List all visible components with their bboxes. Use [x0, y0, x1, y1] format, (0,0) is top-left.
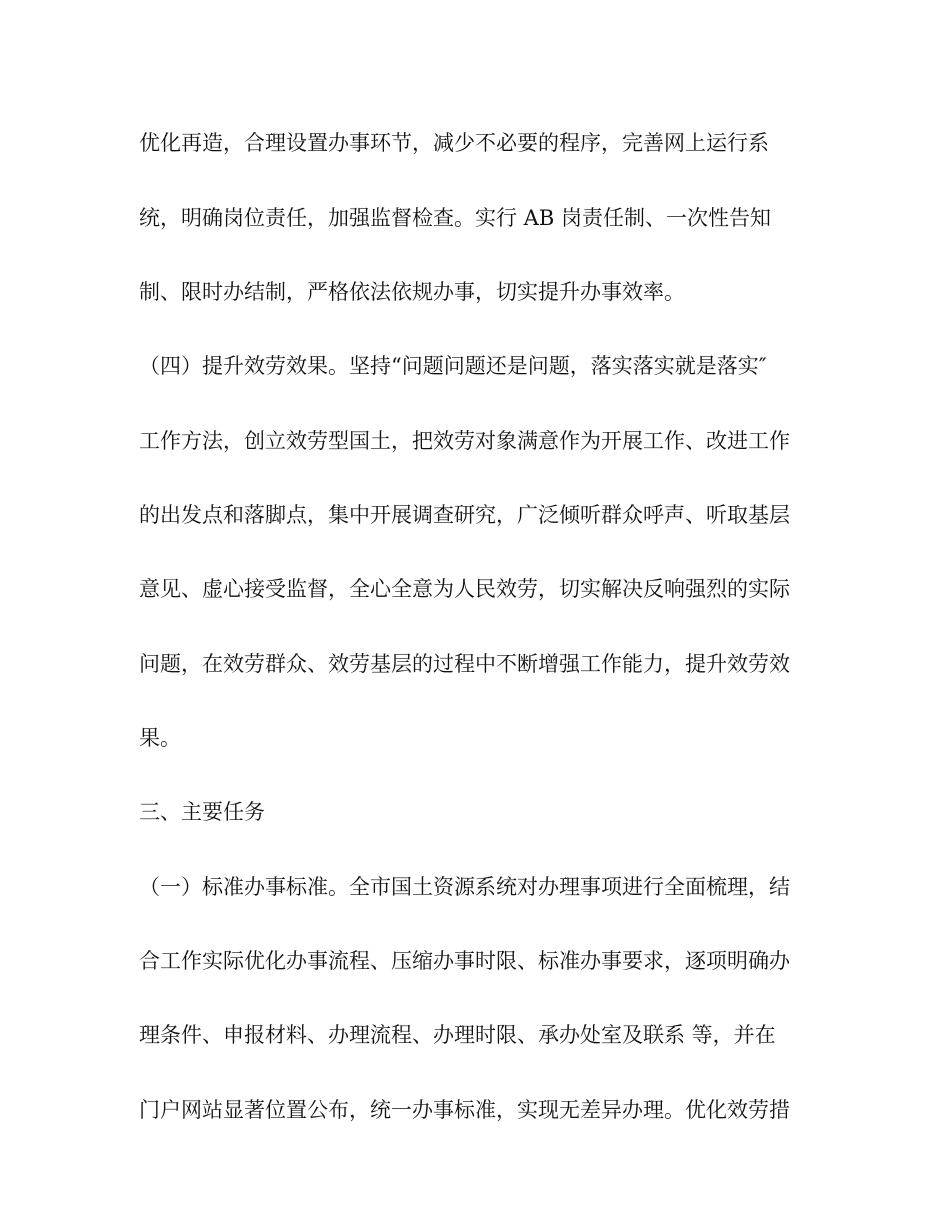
- paragraph-line: 的出发点和落脚点，集中开展调查研究，广泛倾听群众呼声、听取基层: [139, 503, 790, 527]
- paragraph-line: 合工作实际优化办事流程、压缩办事时限、标准办事要求，逐项明确办: [139, 949, 790, 973]
- paragraph-line: 果。: [139, 726, 181, 750]
- paragraph-line: 制、限时办结制，严格依法依规办事，切实提升办事效率。: [139, 280, 685, 304]
- paragraph-line: 意见、虚心接受监督，全心全意为人民效劳，切实解决反响强烈的实际: [139, 577, 790, 601]
- paragraph-line: 门户网站显著位置公布，统一办事标准，实现无差异办理。优化效劳措: [139, 1098, 790, 1122]
- paragraph-line: 工作方法，创立效劳型国土，把效劳对象满意作为开展工作、改进工作: [139, 429, 790, 453]
- section-heading-line: （四）提升效劳效果。坚持“问题问题还是问题，落实落实就是落实″: [139, 354, 767, 378]
- paragraph-line: 统，明确岗位责任，加强监督检查。实行 AB 岗责任制、一次性告知: [139, 206, 771, 230]
- section-title: 三、主要任务: [139, 800, 265, 824]
- paragraph-line: 优化再造，合理设置办事环节，减少不必要的程序，完善网上运行系: [139, 131, 769, 155]
- paragraph-line: 问题，在效劳群众、效劳基层的过程中不断增强工作能力，提升效劳效: [139, 652, 790, 676]
- section-heading-line: （一）标准办事标准。全市国土资源系统对办理事项进行全面梳理，结: [139, 875, 790, 899]
- paragraph-line: 理条件、申报材料、办理流程、办理时限、承办处室及联系 等，并在: [139, 1023, 776, 1047]
